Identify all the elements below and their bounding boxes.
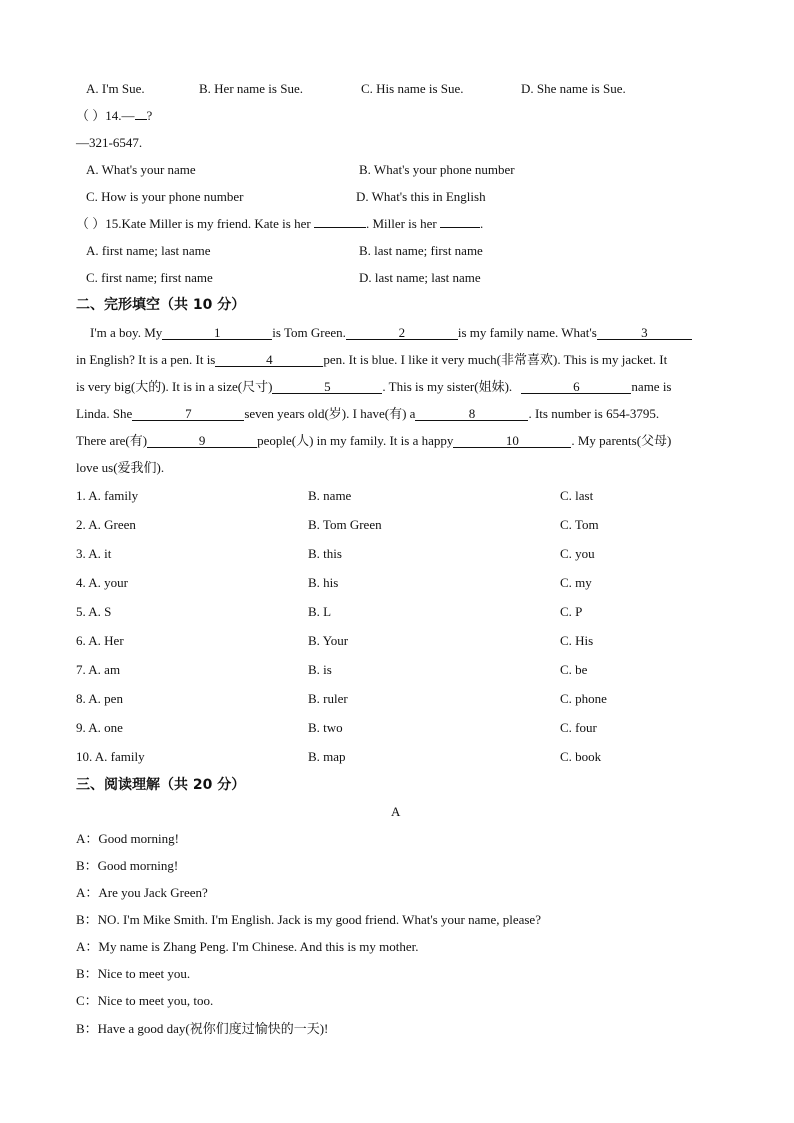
q14-answer-line: —321-6547. [76,135,143,150]
cloze-q6-c: C. His [560,633,594,648]
q15-stem-end: . [479,216,484,231]
cloze-q3-a: 3. A. it [76,546,112,561]
cloze-q2-c: C. Tom [560,517,599,532]
cloze-q2-a: 2. A. Green [76,517,136,532]
q15-option-d: D. last name; last name [359,270,481,285]
section2-title: 二、完形填空（共 10 分） [76,297,246,313]
dialogue-line-8: B：Have a good day(祝你们度过愉快的一天)! [76,1021,329,1036]
q15-option-b: B. last name; first name [359,243,483,258]
q15-option-c: C. first name; first name [86,270,213,285]
cloze-text: Linda. She [76,406,133,421]
cloze-line-6: love us(爱我们). [76,460,165,475]
q14-stem-text: 14.— [105,108,135,123]
q13-option-d: D. She name is Sue. [521,81,626,96]
cloze-text: . This is my sister(姐妹). [382,379,513,394]
cloze-q8-b: B. ruler [308,691,348,706]
cloze-line-2 [76,352,667,368]
q14-blank [135,119,147,120]
q14-option-d: D. What's this in English [356,189,486,204]
cloze-line-4 [76,406,659,422]
q14-option-b: B. What's your phone number [359,162,515,177]
cloze-text: is Tom Green. [272,325,346,340]
cloze-blank-10: 10 [453,434,571,448]
cloze-q8-a: 8. A. pen [76,691,123,706]
dialogue-line-6: B：Nice to meet you. [76,966,191,981]
q15-stem-a: 15.Kate Miller is my friend. Kate is her [105,216,311,231]
cloze-q2-b: B. Tom Green [308,517,382,532]
cloze-blank-1: 1 [162,326,272,340]
dialogue-line-1: A：Good morning! [76,831,179,846]
cloze-line-1 [90,325,692,341]
cloze-q5-a: 5. A. S [76,604,112,619]
cloze-q1-b: B. name [308,488,352,503]
q13-option-b: B. Her name is Sue. [199,81,303,96]
cloze-q6-b: B. Your [308,633,349,648]
cloze-q4-c: C. my [560,575,592,590]
q14-answer-paren: （ ） [76,108,106,123]
q15-option-a: A. first name; last name [86,243,211,258]
cloze-q10-a: 10. A. family [76,749,145,764]
cloze-q4-b: B. his [308,575,339,590]
q14-option-c: C. How is your phone number [86,189,244,204]
cloze-q9-a: 9. A. one [76,720,123,735]
cloze-q3-b: B. this [308,546,342,561]
cloze-text: people(人) in my family. It is a happy [257,433,454,448]
cloze-text: seven years old(岁). I have(有) a [244,406,416,421]
dialogue-line-3: A：Are you Jack Green? [76,885,208,900]
cloze-text: name is [631,379,672,394]
cloze-blank-6: 6 [521,380,631,394]
cloze-blank-7: 7 [132,407,244,421]
cloze-blank-5: 5 [272,380,382,394]
cloze-q5-c: C. P [560,604,583,619]
cloze-blank-3: 3 [597,326,692,340]
cloze-q8-c: C. phone [560,691,607,706]
cloze-text: in English? It is a pen. It is [76,352,216,367]
q14-option-a: A. What's your name [86,162,196,177]
cloze-q1-a: 1. A. family [76,488,139,503]
cloze-q9-b: B. two [308,720,343,735]
cloze-blank-8: 8 [415,407,528,421]
cloze-line-5 [76,433,671,449]
passage-label: A [391,804,401,819]
q14-stem [76,108,152,124]
cloze-q7-b: B. is [308,662,332,677]
q14-stem-end: ? [146,108,153,123]
cloze-q10-b: B. map [308,749,346,764]
cloze-text: pen. It is blue. I like it very much(非常喜欢). This is my jacket. It [323,352,668,367]
q15-blank-1 [314,227,366,228]
q15-stem [76,216,483,232]
dialogue-line-5: A：My name is Zhang Peng. I'm Chinese. And this is my mother. [76,939,419,954]
cloze-text: is very big(大的). It is in a size(尺寸) [76,379,273,394]
q15-stem-b: . Miller is her [365,216,437,231]
cloze-blank-2: 2 [346,326,458,340]
cloze-line-3 [76,379,672,395]
cloze-blank-4: 4 [215,353,323,367]
dialogue-line-7: C：Nice to meet you, too. [76,993,214,1008]
cloze-q5-b: B. L [308,604,332,619]
cloze-blank-9: 9 [147,434,257,448]
cloze-text: There are(有) [76,433,148,448]
cloze-q3-c: C. you [560,546,595,561]
q15-answer-paren: （ ） [76,216,106,231]
cloze-q4-a: 4. A. your [76,575,128,590]
cloze-q6-a: 6. A. Her [76,633,124,648]
section3-title: 三、阅读理解（共 20 分） [76,777,246,793]
cloze-text: . Its number is 654-3795. [528,406,660,421]
cloze-q10-c: C. book [560,749,602,764]
dialogue-line-4: B：NO. I'm Mike Smith. I'm English. Jack is my good friend. What's your name, please? [76,912,541,927]
dialogue-line-2: B：Good morning! [76,858,179,873]
cloze-q9-c: C. four [560,720,597,735]
cloze-q1-c: C. last [560,488,594,503]
cloze-text: is my family name. What's [457,325,597,340]
q13-option-a: A. I'm Sue. [86,81,145,96]
cloze-q7-c: C. be [560,662,588,677]
cloze-text: I'm a boy. My [90,325,163,340]
cloze-q7-a: 7. A. am [76,662,121,677]
q15-blank-2 [440,227,480,228]
q13-option-c: C. His name is Sue. [361,81,464,96]
cloze-text: . My parents(父母) [571,433,672,448]
